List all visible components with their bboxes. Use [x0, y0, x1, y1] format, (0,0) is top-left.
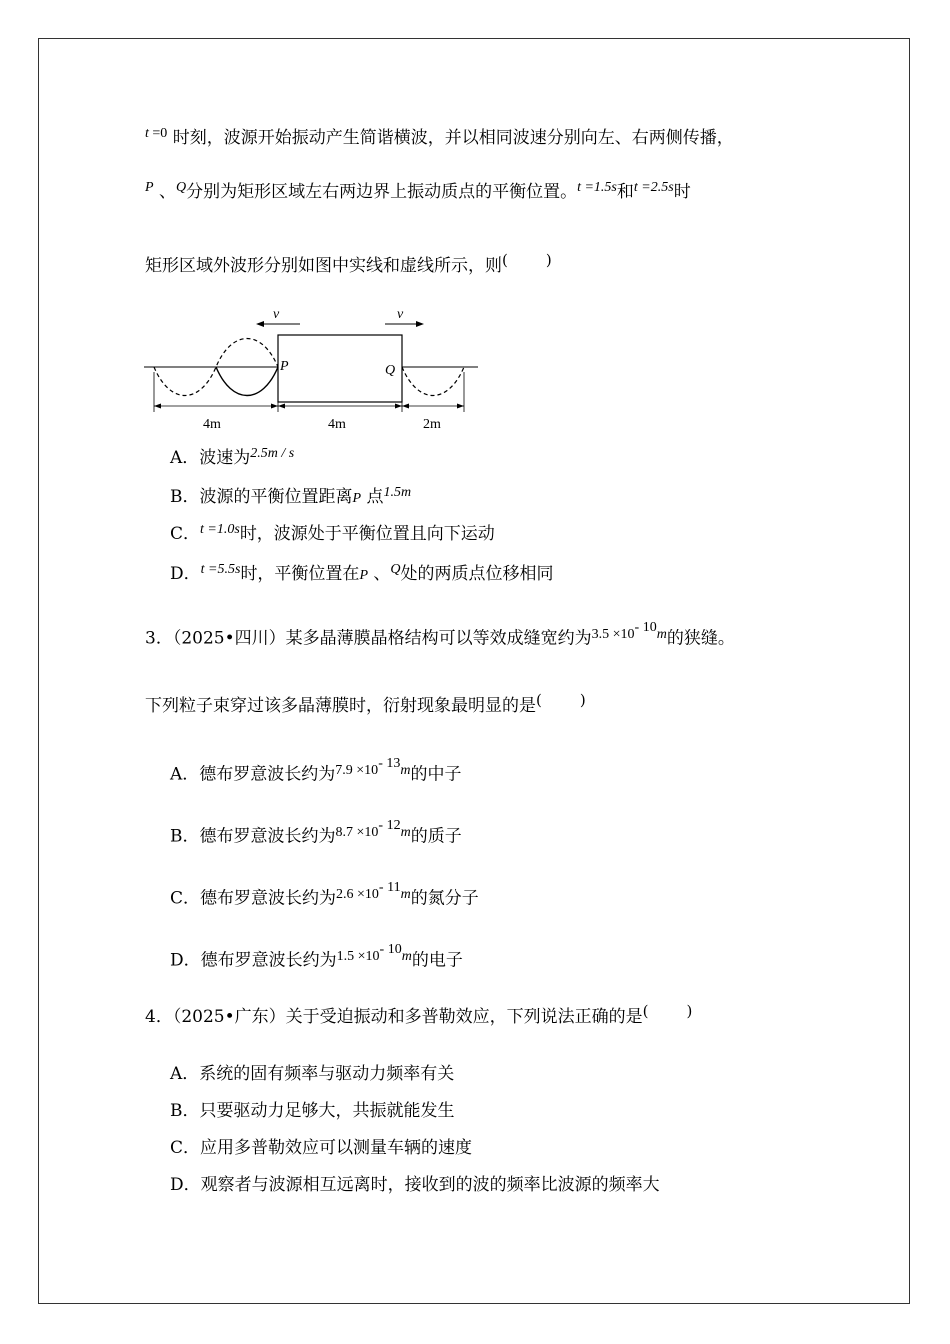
option-math-q: Q	[390, 562, 401, 577]
q3-option-d[interactable]	[170, 944, 463, 975]
option-label: C．	[170, 524, 201, 544]
answer-paren-close: )	[545, 251, 552, 269]
math-eq-0: =0	[148, 126, 168, 141]
q3-option-b[interactable]	[170, 820, 462, 851]
question-source: （2025•广东）	[172, 1007, 286, 1027]
option-text: 系统的固有频率与驱动力频率有关	[199, 1064, 455, 1084]
q4-option-a[interactable]	[170, 1062, 454, 1086]
question-text: 下列粒子束穿过该多晶薄膜时，衍射现象最明显的是	[145, 696, 536, 716]
option-math: t =1.0s	[200, 522, 240, 537]
option-text-end: 的中子	[410, 764, 462, 785]
rectangle-region	[278, 335, 402, 402]
option-math-p: P	[359, 568, 368, 583]
option-math: t =5.5s	[200, 562, 241, 577]
math-t2: t =2.5s	[633, 180, 674, 195]
q2-stem-line-2	[145, 180, 691, 206]
option-label: A．	[170, 448, 200, 468]
option-text-end: 的电子	[411, 950, 463, 971]
math-exponent: - 10	[379, 942, 402, 957]
option-text: 德布罗意波长约为	[200, 950, 337, 971]
question-number: 4．	[145, 1007, 173, 1027]
dim-right: 2m	[423, 417, 441, 432]
option-label: C．	[170, 1138, 201, 1158]
q2-line1-text: 时刻，波源开始振动产生简谐横波，并以相同波速分别向左、右两侧传播，	[167, 128, 734, 148]
option-text: 时，平衡位置在	[240, 564, 360, 584]
q2-option-b[interactable]	[170, 485, 411, 511]
option-math: P	[352, 491, 362, 506]
option-label: D．	[170, 1175, 201, 1195]
math-t1: t =1.5s	[577, 180, 617, 195]
math-unit: m	[401, 948, 412, 964]
math-unit: m	[400, 762, 411, 778]
q-label: Q	[385, 363, 396, 378]
v-right-label: v	[397, 307, 404, 322]
option-label: C．	[170, 888, 201, 909]
q2-option-c[interactable]	[170, 522, 495, 548]
q4-option-d[interactable]	[170, 1173, 660, 1197]
option-math: 2.5m / s	[250, 446, 295, 461]
q3-option-c[interactable]	[170, 882, 479, 913]
math-value: 7.9 ×10	[335, 762, 379, 778]
question-source: （2025•四川）	[172, 628, 286, 649]
page-frame	[38, 38, 910, 1304]
option-text: 只要驱动力足够大，共振就能发生	[199, 1101, 455, 1121]
q2-option-a[interactable]	[170, 446, 294, 472]
option-label: B．	[170, 826, 200, 847]
q4-option-b[interactable]	[170, 1099, 455, 1123]
v-left-label: v	[273, 307, 280, 322]
option-text: 德布罗意波长约为	[199, 764, 336, 785]
left-solid-wave	[216, 367, 278, 396]
option-text-end: 的氮分子	[410, 888, 479, 909]
math-unit: m	[656, 626, 667, 642]
math-q: Q	[175, 180, 187, 195]
option-text: 应用多普勒效应可以测量车辆的速度	[200, 1138, 473, 1158]
math-value: 8.7 ×10	[335, 824, 379, 840]
option-label: D．	[170, 564, 201, 584]
option-text: 德布罗意波长约为	[200, 888, 337, 909]
and-text: 和	[616, 182, 634, 202]
question-text: 关于受迫振动和多普勒效应，下列说法正确的是	[285, 1007, 643, 1027]
shi-text: 时	[673, 182, 691, 202]
math-p: P	[145, 180, 154, 195]
math-value: 3.5 ×10	[591, 626, 635, 642]
option-label: B．	[170, 487, 200, 507]
option-label: B．	[170, 1101, 200, 1121]
q2-stem-line-1	[145, 126, 734, 152]
answer-paren-close: )	[579, 691, 586, 709]
q3-option-a[interactable]	[170, 758, 461, 789]
math-exponent: - 12	[378, 818, 401, 833]
q2-line3-text: 矩形区域外波形分别如图中实线和虚线所示，则	[145, 256, 502, 276]
answer-paren-open: (	[536, 691, 542, 709]
option-label: D．	[170, 950, 201, 971]
dim-middle: 4m	[328, 417, 346, 432]
q2-line2-text: 分别为矩形区域左右两边界上振动质点的平衡位置。	[186, 182, 578, 202]
option-text: 德布罗意波长约为	[199, 826, 336, 847]
answer-paren-close: )	[686, 1002, 693, 1020]
q3-stem-line-1	[145, 622, 735, 653]
question-text: 某多晶薄膜晶格结构可以等效成缝宽约为	[285, 628, 592, 649]
math-exponent: - 10	[634, 620, 657, 635]
option-label: A．	[170, 764, 200, 785]
option-math-2: 1.5m	[383, 485, 412, 500]
option-text: 波源的平衡位置距离	[199, 487, 353, 507]
question-text-end: 的狭缝。	[666, 628, 735, 649]
option-text: 时，波源处于平衡位置且向下运动	[239, 524, 495, 544]
answer-paren-open: (	[502, 251, 508, 269]
option-text-end: 的质子	[410, 826, 462, 847]
math-t: t	[145, 126, 149, 141]
math-unit: m	[400, 886, 411, 902]
q2-stem-line-3	[145, 251, 552, 278]
q4-option-c[interactable]	[170, 1136, 472, 1160]
option-text-end: 处的两质点位移相同	[400, 564, 554, 584]
answer-paren-open: (	[642, 1002, 649, 1020]
option-text-mid: 点	[361, 487, 384, 507]
q3-stem-line-2	[145, 691, 586, 718]
math-value: 1.5 ×10	[336, 948, 380, 964]
right-dashed-wave	[402, 367, 464, 396]
math-unit: m	[400, 824, 411, 840]
option-text: 波速为	[199, 448, 251, 468]
option-label: A．	[170, 1064, 200, 1084]
wave-figure	[140, 300, 490, 435]
q2-option-d[interactable]	[170, 562, 554, 588]
option-text: 观察者与波源相互远离时，接收到的波的频率比波源的频率大	[200, 1175, 660, 1195]
separator: 、	[368, 564, 391, 584]
dim-left: 4m	[203, 417, 221, 432]
question-number: 3．	[145, 628, 173, 649]
math-value: 2.6 ×10	[336, 886, 379, 902]
p-label: P	[280, 359, 289, 374]
separator: 、	[153, 182, 176, 202]
math-exponent: - 11	[378, 880, 401, 895]
q4-stem	[145, 1002, 693, 1029]
math-exponent: - 13	[378, 756, 401, 771]
